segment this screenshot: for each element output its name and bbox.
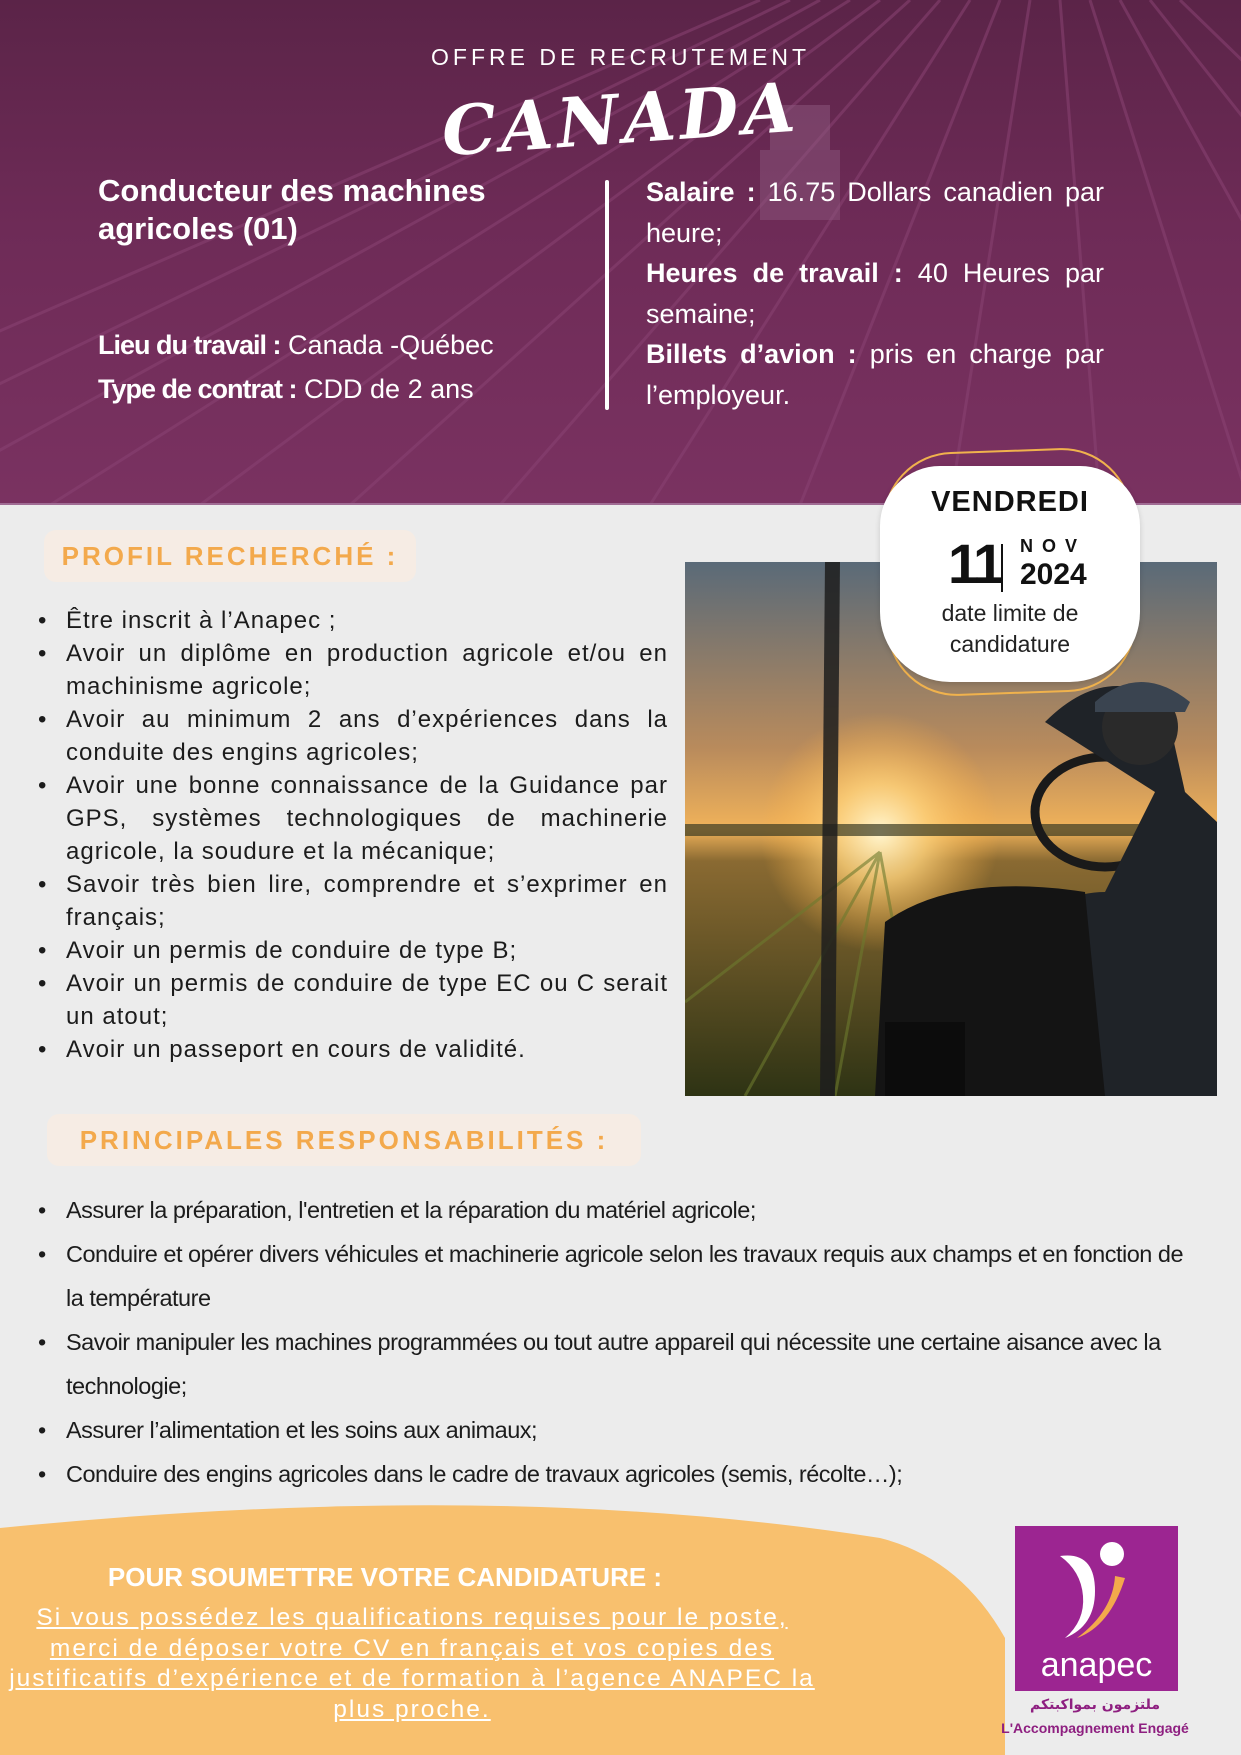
- deadline-badge: [880, 466, 1140, 682]
- anapec-logo: [1015, 1526, 1178, 1691]
- contract-value: CDD de 2 ans: [296, 374, 474, 404]
- list-item: • Avoir un passeport en cours de validité.: [36, 1033, 668, 1066]
- submit-title: POUR SOUMETTRE VOTRE CANDIDATURE :: [107, 1562, 663, 1592]
- list-item: • Être inscrit à l’Anapec ;: [36, 604, 668, 637]
- profil-list: [36, 604, 668, 1066]
- salary-line: [646, 172, 1104, 253]
- logo-wordmark: anapec: [1040, 1646, 1153, 1684]
- list-item: • Assurer l’alimentation et les soins aux animaux;: [36, 1408, 1206, 1452]
- tickets-value: pris en charge par l’employeur.: [646, 339, 1104, 410]
- contract-line: [98, 374, 474, 405]
- list-item: • Avoir un permis de conduire de type EC ou C serait un atout;: [36, 967, 668, 1033]
- deadline-caption: date limite de candidature: [941, 600, 1079, 657]
- list-item: • Savoir très bien lire, comprendre et s’exprimer en français;: [36, 868, 668, 934]
- contract-label: Type de contrat :: [98, 374, 297, 404]
- list-item: • Avoir un permis de conduire de type B;: [36, 934, 668, 967]
- location-value: Canada -Québec: [280, 330, 494, 360]
- list-item: • Avoir un diplôme en production agricole et/ou en machinisme agricole;: [36, 637, 668, 703]
- conditions-block: [646, 172, 1104, 415]
- anapec-figure-icon: [1015, 1526, 1178, 1646]
- logo-tagline: L'Accompagnement Engagé: [1001, 1720, 1189, 1736]
- salary-label: Salaire :: [646, 177, 756, 207]
- deadline-day-number: 11: [948, 532, 1002, 595]
- tickets-line: [646, 334, 1104, 415]
- list-item: • Conduire des engins agricoles dans le cadre de travaux agricoles (semis, récolte…);: [36, 1452, 1206, 1496]
- location-line: [98, 330, 494, 361]
- list-item: • Avoir au minimum 2 ans d’expériences dans la conduite des engins agricoles;: [36, 703, 668, 769]
- salary-value: 16.75 Dollars canadien par heure;: [646, 177, 1104, 248]
- submit-instructions: Si vous possédez les qualifications requises pour le poste, merci de déposer votre CV en français et vos copies des justificatifs d’expérience et de formation à l’agence ANAPEC la plus proche.: [9, 1604, 815, 1723]
- tickets-label: Billets d’avion :: [646, 339, 857, 369]
- logo-arabic-tagline: ملتزمون بمواكبتكم: [1030, 1697, 1160, 1713]
- responsibilities-section-label: PRINCIPALES RESPONSABILITÉS :: [47, 1114, 641, 1166]
- offer-kicker: OFFRE DE RECRUTEMENT: [431, 44, 810, 70]
- list-item: • Savoir manipuler les machines programmées ou tout autre appareil qui nécessite une certaine aisance avec la technologie;: [36, 1320, 1206, 1408]
- job-title: Conducteur des machines agricoles (01): [98, 173, 486, 246]
- hours-value: 40 Heures par semaine;: [646, 258, 1104, 329]
- deadline-separator: [1001, 544, 1003, 592]
- list-item: • Avoir une bonne connaissance de la Guidance par GPS, systèmes technologiques de machinerie agricole, la soudure et la mécanique;: [36, 769, 668, 868]
- profil-section-label: PROFIL RECHERCHÉ :: [44, 530, 416, 582]
- location-label: Lieu du travail :: [98, 330, 281, 360]
- hours-line: [646, 253, 1104, 334]
- header-vertical-divider: [605, 180, 609, 410]
- list-item: • Assurer la préparation, l'entretien et la réparation du matériel agricole;: [36, 1188, 1206, 1232]
- list-item: • Conduire et opérer divers véhicules et machinerie agricole selon les travaux requis aux champs et en fonction de la température: [36, 1232, 1206, 1320]
- responsibilities-list: [36, 1188, 1206, 1496]
- hours-label: Heures de travail :: [646, 258, 903, 288]
- deadline-day-name: VENDREDI: [931, 486, 1089, 518]
- country-title: CANADA: [439, 67, 802, 173]
- deadline-month: NOV: [1020, 536, 1087, 556]
- deadline-year: 2024: [1020, 558, 1087, 591]
